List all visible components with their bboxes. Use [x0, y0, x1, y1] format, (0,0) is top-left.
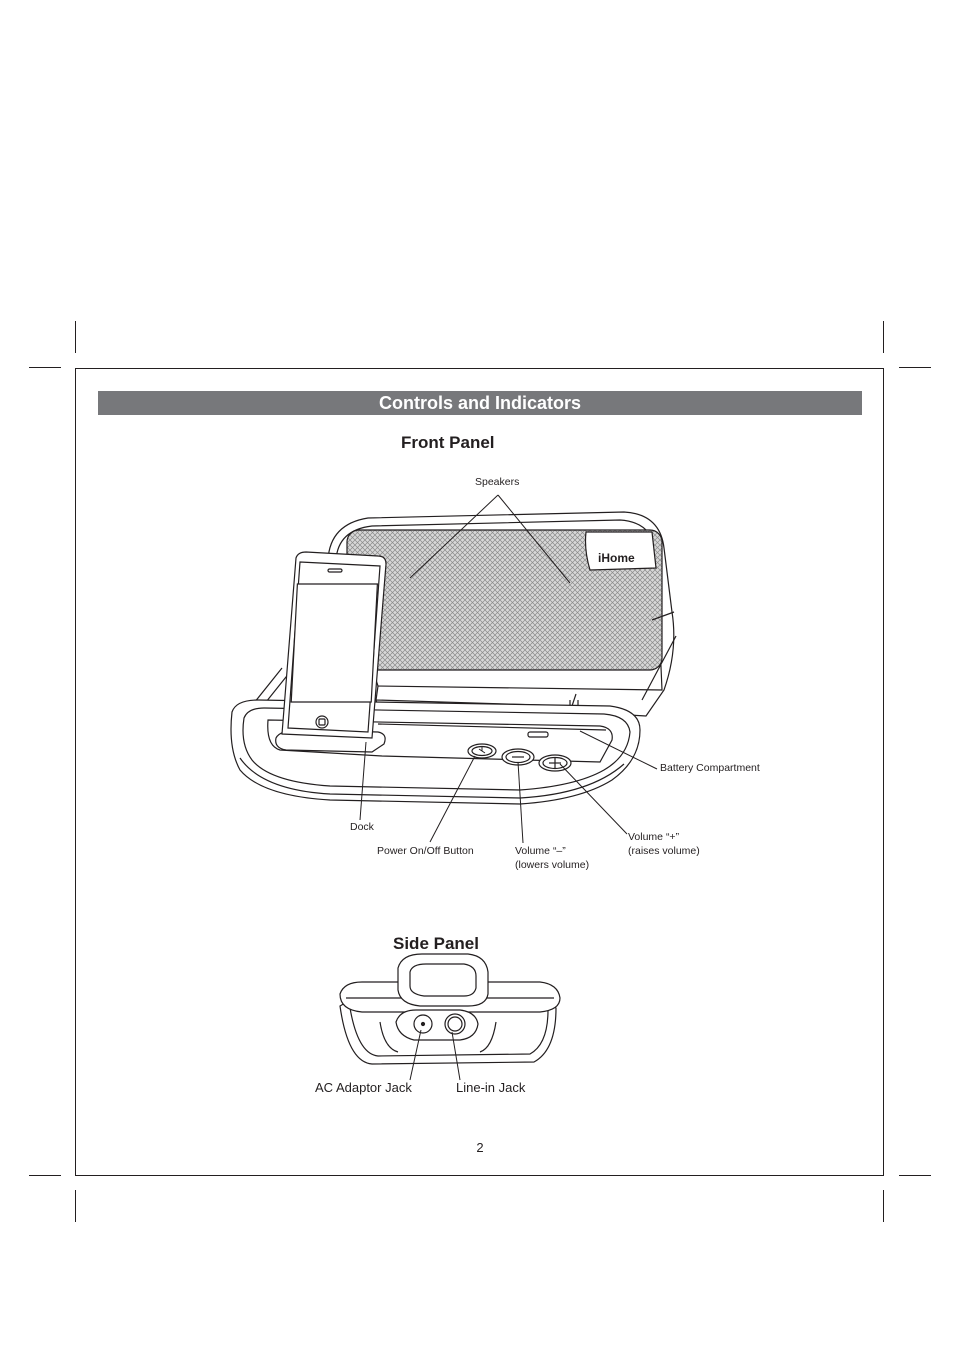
speakers-label: Speakers — [475, 476, 520, 488]
dock-label: Dock — [350, 821, 374, 833]
brand-logo: iHome — [598, 551, 635, 565]
battery-compartment-label: Battery Compartment — [660, 762, 760, 774]
page-number: 2 — [476, 1140, 484, 1155]
ac-adaptor-jack-label: AC Adaptor Jack — [315, 1080, 412, 1095]
line-in-jack-label: Line-in Jack — [456, 1080, 526, 1095]
speaker-dock-illustration — [231, 512, 676, 804]
volume-down-label — [515, 844, 589, 872]
power-button-label: Power On/Off Button — [377, 845, 474, 857]
volume-up-label-line1: Volume “+” — [628, 831, 680, 843]
section-title: Controls and Indicators — [98, 391, 862, 415]
volume-up-label — [628, 830, 700, 858]
front-panel-heading: Front Panel — [401, 433, 495, 452]
side-panel-heading: Side Panel — [393, 934, 479, 953]
jack-recess — [396, 1010, 478, 1040]
side-panel-illustration — [340, 954, 560, 1064]
side-handle — [398, 954, 488, 1006]
volume-down-label-line2: (lowers volume) — [515, 859, 590, 871]
volume-up-label-line2: (raises volume) — [628, 845, 700, 857]
volume-down-label-line1: Volume “–” — [515, 845, 566, 857]
iphone-screen — [291, 584, 377, 702]
